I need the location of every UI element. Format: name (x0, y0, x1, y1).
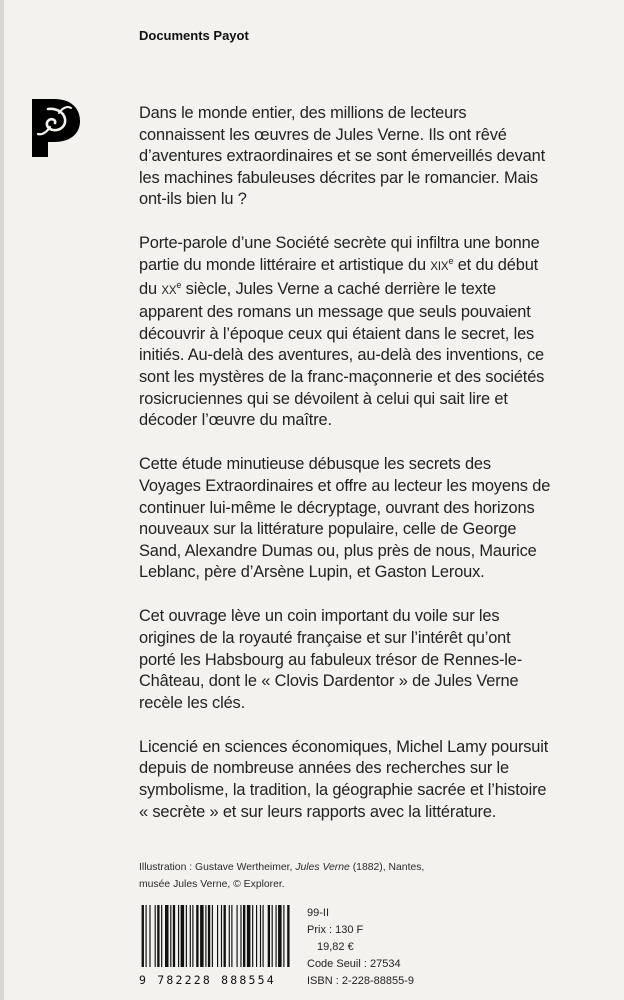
blurb-paragraph-1 (139, 103, 559, 211)
payot-p-logo-icon (26, 95, 82, 159)
century-superscript: e (448, 256, 454, 267)
century-numeral: XIX (430, 261, 449, 274)
illustration-credit (139, 859, 424, 893)
text-line: d’aventures extraordinaires et se sont émerveillés devant (139, 147, 545, 166)
text-line: apparent des romans un message que seuls pouvaient (139, 303, 531, 322)
credit-fragment: (1882), Nantes, (349, 862, 425, 873)
text-line: rosicruciennes qui se dévoilent à celui qui sait lire et (139, 389, 508, 408)
text-line: Cet ouvrage lève un coin important du voile sur les (139, 607, 500, 626)
blurb-paragraph-5 (139, 737, 559, 823)
text-fragment: siècle, Jules Verne a caché derrière le texte (181, 279, 496, 298)
edition-code: 99-II (307, 907, 330, 919)
credit-artwork-title: Jules Verne (295, 862, 350, 873)
text-line: origines de la royauté française et sur l’intérêt qu’ont (139, 628, 511, 647)
century-superscript: e (176, 279, 182, 290)
blurb-paragraph-2 (139, 233, 559, 431)
text-line: symbolisme, la tradition, la géographie sacrée et l’histoire (139, 781, 547, 800)
text-line: sont les mystères de la franc-maçonnerie et des sociétés (139, 368, 545, 387)
credit-fragment: Illustration : Gustave Wertheimer, (139, 862, 296, 873)
blurb-paragraph-4 (139, 606, 559, 714)
barcode-digits: 9 782228 888554 (139, 973, 276, 987)
text-fragment: du (139, 279, 162, 298)
text-line: Sand, Alexandre Dumas ou, plus près de nous, Maurice (139, 541, 537, 560)
text-line: les machines fabuleuses décrites par le romancier. Mais (139, 168, 538, 187)
pricing-info (307, 905, 414, 990)
text-line (139, 279, 559, 303)
text-line: connaissent les œuvres de Jules Verne. Ils ont rêvé (139, 125, 507, 144)
credit-line: musée Jules Verne, © Explorer. (139, 879, 285, 890)
text-line: nouveaux sur la littérature populaire, celle de George (139, 520, 517, 539)
text-line: Voyages Extraordinaires et offre au lecteur les moyens de (139, 476, 551, 495)
cover-left-edge (0, 0, 4, 1000)
price-euros: 19,82 € (317, 941, 354, 953)
text-fragment: et du début (453, 256, 539, 275)
text-line: continuer lui-même le décryptage, ouvrant des horizons (139, 498, 535, 517)
text-fragment: partie du monde littéraire et artistique du (139, 256, 431, 275)
text-line: initiés. Au-delà des aventures, au-delà des inventions, ce (139, 346, 544, 365)
century-numeral: XX (161, 284, 177, 297)
blurb-paragraph-3 (139, 454, 559, 584)
text-line: ont-ils bien lu ? (139, 190, 247, 209)
text-line: décoder l’œuvre du maître. (139, 411, 332, 430)
text-line: « secrète » et sur leurs rapports avec la littérature. (139, 802, 497, 821)
code-seuil: Code Seuil : 27534 (307, 958, 401, 970)
text-line: Château, dont le « Clovis Dardentor » de Jules Verne (139, 672, 519, 691)
text-line: Licencié en sciences économiques, Michel Lamy poursuit (139, 737, 549, 756)
text-line: Porte-parole d’une Société secrète qui infiltra une bonne (139, 234, 540, 253)
text-line: porté les Habsbourg au fabuleux trésor de Rennes-le- (139, 650, 523, 669)
series-name: Documents Payot (139, 28, 249, 43)
text-line: Leblanc, père d’Arsène Lupin, et Gaston Leroux. (139, 563, 485, 582)
credit-line (139, 859, 424, 876)
text-line: découvrir à l’époque ceux qui étaient dans le secret, les (139, 324, 535, 343)
ean13-barcode-icon (139, 905, 295, 967)
back-cover-blurb (139, 103, 559, 846)
text-line: Cette étude minutieuse débusque les secrets des (139, 455, 491, 474)
text-line: recèle les clés. (139, 693, 246, 712)
text-line: Dans le monde entier, des millions de lecteurs (139, 104, 467, 122)
text-line: depuis de nombreuse années des recherches sur le (139, 759, 510, 778)
price-francs: Prix : 130 F (307, 924, 364, 936)
isbn: ISBN : 2-228-88855-9 (307, 975, 415, 987)
text-line (139, 255, 559, 279)
